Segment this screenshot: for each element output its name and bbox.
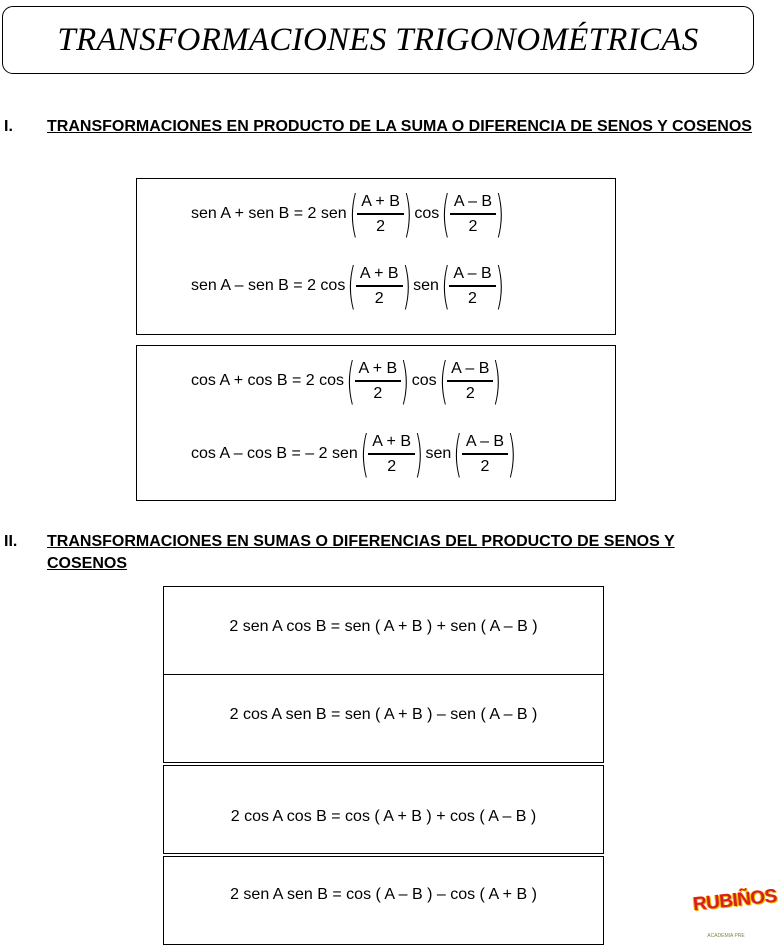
formula-sen-diff [191,257,506,315]
fraction: ( $\frac{A - B}{2}$ ) [438,352,502,410]
fraction-denominator: 2 [480,457,490,475]
fraction-denominator: 2 [387,457,397,475]
title-box [2,6,754,74]
fraction-denominator: 2 [373,384,383,402]
formula-function: cos [414,205,440,222]
fraction: ( $\frac{A - B}{2}$ ) [441,185,505,243]
formula-product-3: 2 cos A cos B = cos ( A + B ) + cos ( A – B ) [230,808,537,825]
fraction-numerator: A + B [356,265,403,287]
logo-text: RUBIÑOS [692,885,778,916]
cosine-sum-box [136,345,616,501]
page-title: TRANSFORMACIONES TRIGONOMÉTRICAS [57,21,699,58]
formula-product-1: 2 sen A cos B = sen ( A + B ) + sen ( A – B ) [229,618,538,635]
fraction-numerator: A – B [449,265,495,287]
formula-product-4: 2 sen A sen B = cos ( A – B ) – cos ( A + B ) [230,886,537,903]
rubinos-logo [692,883,778,947]
section-1-number: I. [4,118,13,135]
formula-lhs: sen A + sen B = 2 sen [191,205,347,222]
fraction-denominator: 2 [374,289,384,307]
sine-sum-box [136,178,616,335]
formula-lhs: cos A + cos B = 2 cos [191,372,344,389]
fraction-denominator: 2 [468,217,478,235]
fraction-numerator: A + B [368,433,415,455]
formula-cos-diff [191,425,519,483]
fraction: ( $\frac{A + B}{2}$ ) [347,257,411,315]
fraction: ( $\frac{A + B}{2}$ ) [346,352,410,410]
formula-sen-sum [191,185,507,243]
fraction-numerator: A – B [447,360,493,382]
product-box-4 [163,856,604,945]
fraction-numerator: A + B [357,193,404,215]
fraction: ( $\frac{A + B}{2}$ ) [360,425,424,483]
fraction-numerator: A – B [462,433,508,455]
formula-function: sen [413,277,439,294]
product-box-1 [163,586,604,675]
fraction-denominator: 2 [468,289,477,307]
formula-function: sen [425,445,452,462]
logo-subtitle: ACADEMIA PRE [707,933,745,939]
section-2-title: TRANSFORMACIONES EN SUMAS O DIFERENCIAS DEL PRODUCTO DE SENOS Y COSENOS [47,533,675,572]
formula-cos-sum [191,352,504,410]
formula-product-2: 2 cos A sen B = sen ( A + B ) – sen ( A – B ) [229,706,538,723]
fraction-denominator: 2 [376,217,385,235]
fraction-numerator: A – B [450,193,496,215]
section-2-number: II. [4,533,18,550]
fraction: ( $\frac{A - B}{2}$ ) [441,257,504,315]
formula-lhs: cos A – cos B = – 2 sen [191,445,358,462]
product-box-2 [163,674,604,763]
fraction-numerator: A + B [355,360,402,382]
fraction-denominator: 2 [465,384,475,402]
fraction: ( $\frac{A + B}{2}$ ) [349,185,413,243]
formula-function: cos [411,372,437,389]
section-1-title: TRANSFORMACIONES EN PRODUCTO DE LA SUMA O DIFERENCIA DE SENOS Y COSENOS [47,118,752,135]
product-box-3 [163,765,604,854]
formula-lhs: sen A – sen B = 2 cos [191,277,346,294]
fraction: ( $\frac{A - B}{2}$ ) [453,425,517,483]
